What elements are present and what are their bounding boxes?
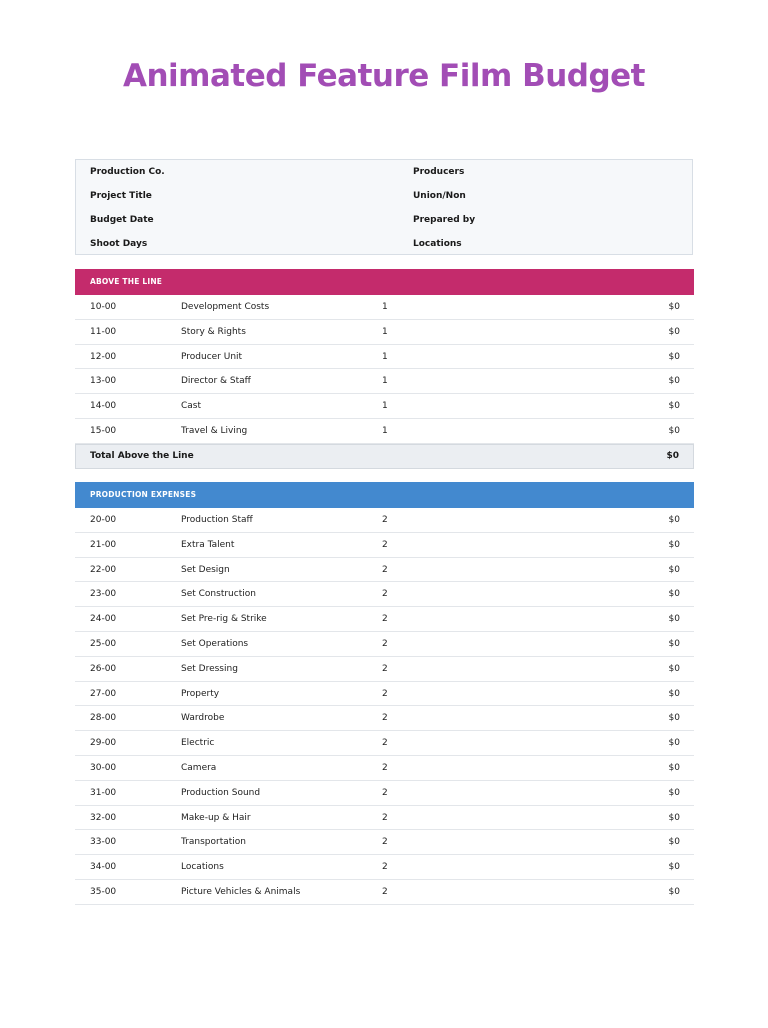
amount: $0 [668,351,680,362]
amount: $0 [668,302,680,312]
page-title: Animated Feature Film Budget [122,58,646,94]
table-row [75,756,694,781]
quantity: 1 [382,401,388,412]
total-row-above-the-line [75,444,694,469]
line-item-description: Set Design [181,564,230,575]
line-item-description: Story & Rights [181,326,246,337]
quantity: 2 [382,812,388,823]
quantity: 2 [382,886,388,897]
line-item-description: Director & Staff [181,376,251,387]
line-item-description: Travel & Living [181,425,248,436]
table-row [75,830,694,855]
line-item-description: Electric [181,738,215,749]
production-expenses-rows [75,508,694,905]
table-row [75,394,694,419]
quantity: 2 [382,688,388,699]
budget-code: 20-00 [90,515,117,525]
quantity: 1 [382,326,388,337]
line-item-description: Set Pre-rig & Strike [181,614,267,625]
budget-code: 12-00 [90,351,117,362]
table-row [75,632,694,657]
table-row [75,682,694,707]
amount: $0 [668,638,680,649]
budget-code: 30-00 [90,762,117,773]
quantity: 2 [382,837,388,848]
amount: $0 [668,787,680,798]
amount: $0 [668,539,680,550]
line-item-description: Cast [181,401,202,412]
total-amount: $0 [666,450,679,461]
section-heading-production-expenses: PRODUCTION EXPENSES [75,482,694,508]
info-label-prepared-by: Prepared by [413,215,476,225]
above-the-line-section [75,269,694,469]
budget-code: 24-00 [90,614,117,625]
budget-code: 13-00 [90,376,117,387]
line-item-description: Set Dressing [181,663,238,674]
quantity: 2 [382,663,388,674]
section-heading-above-the-line: ABOVE THE LINE [75,269,694,295]
production-expenses-section [75,482,694,905]
info-column-left [90,160,165,256]
budget-code: 15-00 [90,425,117,436]
info-column-right [413,160,475,256]
budget-code: 14-00 [90,401,117,412]
quantity: 2 [382,539,388,550]
table-row [75,533,694,558]
info-label-production-co: Production Co. [90,167,165,177]
table-row [75,582,694,607]
amount: $0 [668,515,680,525]
amount: $0 [668,326,680,337]
quantity: 2 [382,862,388,873]
info-label-locations: Locations [413,239,462,249]
line-item-description: Wardrobe [181,713,225,724]
info-label-producers: Producers [413,167,465,177]
amount: $0 [668,762,680,773]
line-item-description: Set Construction [181,589,256,600]
line-item-description: Property [181,688,220,699]
info-label-project-title: Project Title [90,191,152,201]
table-row [75,320,694,345]
line-item-description: Picture Vehicles & Animals [181,886,301,897]
budget-code: 21-00 [90,539,117,550]
quantity: 1 [382,425,388,436]
quantity: 2 [382,515,388,525]
quantity: 1 [382,302,388,312]
line-item-description: Production Staff [181,515,253,525]
amount: $0 [668,401,680,412]
total-label: Total Above the Line [90,450,194,461]
table-row [75,607,694,632]
budget-code: 10-00 [90,302,117,312]
line-item-description: Producer Unit [181,351,243,362]
amount: $0 [668,738,680,749]
above-the-line-rows [75,295,694,444]
amount: $0 [668,564,680,575]
budget-code: 26-00 [90,663,117,674]
table-row [75,706,694,731]
amount: $0 [668,376,680,387]
quantity: 2 [382,564,388,575]
table-row [75,806,694,831]
line-item-description: Extra Talent [181,539,235,550]
quantity: 2 [382,762,388,773]
budget-code: 28-00 [90,713,117,724]
table-row [75,781,694,806]
table-row [75,345,694,370]
table-row [75,855,694,880]
budget-code: 25-00 [90,638,117,649]
quantity: 2 [382,713,388,724]
amount: $0 [668,812,680,823]
info-label-shoot-days: Shoot Days [90,239,148,249]
budget-code: 27-00 [90,688,117,699]
line-item-description: Production Sound [181,787,261,798]
quantity: 2 [382,787,388,798]
budget-code: 35-00 [90,886,117,897]
budget-code: 34-00 [90,862,117,873]
budget-code: 29-00 [90,738,117,749]
budget-code: 32-00 [90,812,117,823]
amount: $0 [668,688,680,699]
amount: $0 [668,837,680,848]
quantity: 2 [382,738,388,749]
quantity: 1 [382,376,388,387]
budget-code: 31-00 [90,787,117,798]
line-item-description: Camera [181,762,217,773]
budget-code: 23-00 [90,589,117,600]
table-row [75,369,694,394]
line-item-description: Make-up & Hair [181,812,251,823]
line-item-description: Locations [181,862,224,873]
table-row [75,295,694,320]
info-label-budget-date: Budget Date [90,215,154,225]
line-item-description: Set Operations [181,638,249,649]
table-row [75,657,694,682]
quantity: 2 [382,638,388,649]
amount: $0 [668,886,680,897]
amount: $0 [668,862,680,873]
budget-code: 11-00 [90,326,117,337]
amount: $0 [668,425,680,436]
project-info-box [75,159,693,255]
table-row [75,731,694,756]
quantity: 1 [382,351,388,362]
quantity: 2 [382,589,388,600]
amount: $0 [668,663,680,674]
table-row [75,558,694,583]
line-item-description: Development Costs [181,302,270,312]
amount: $0 [668,589,680,600]
amount: $0 [668,614,680,625]
line-item-description: Transportation [181,837,246,848]
table-row [75,880,694,905]
info-label-union: Union/Non [413,191,466,201]
quantity: 2 [382,614,388,625]
amount: $0 [668,713,680,724]
table-row [75,419,694,444]
budget-code: 33-00 [90,837,117,848]
budget-code: 22-00 [90,564,117,575]
table-row [75,508,694,533]
